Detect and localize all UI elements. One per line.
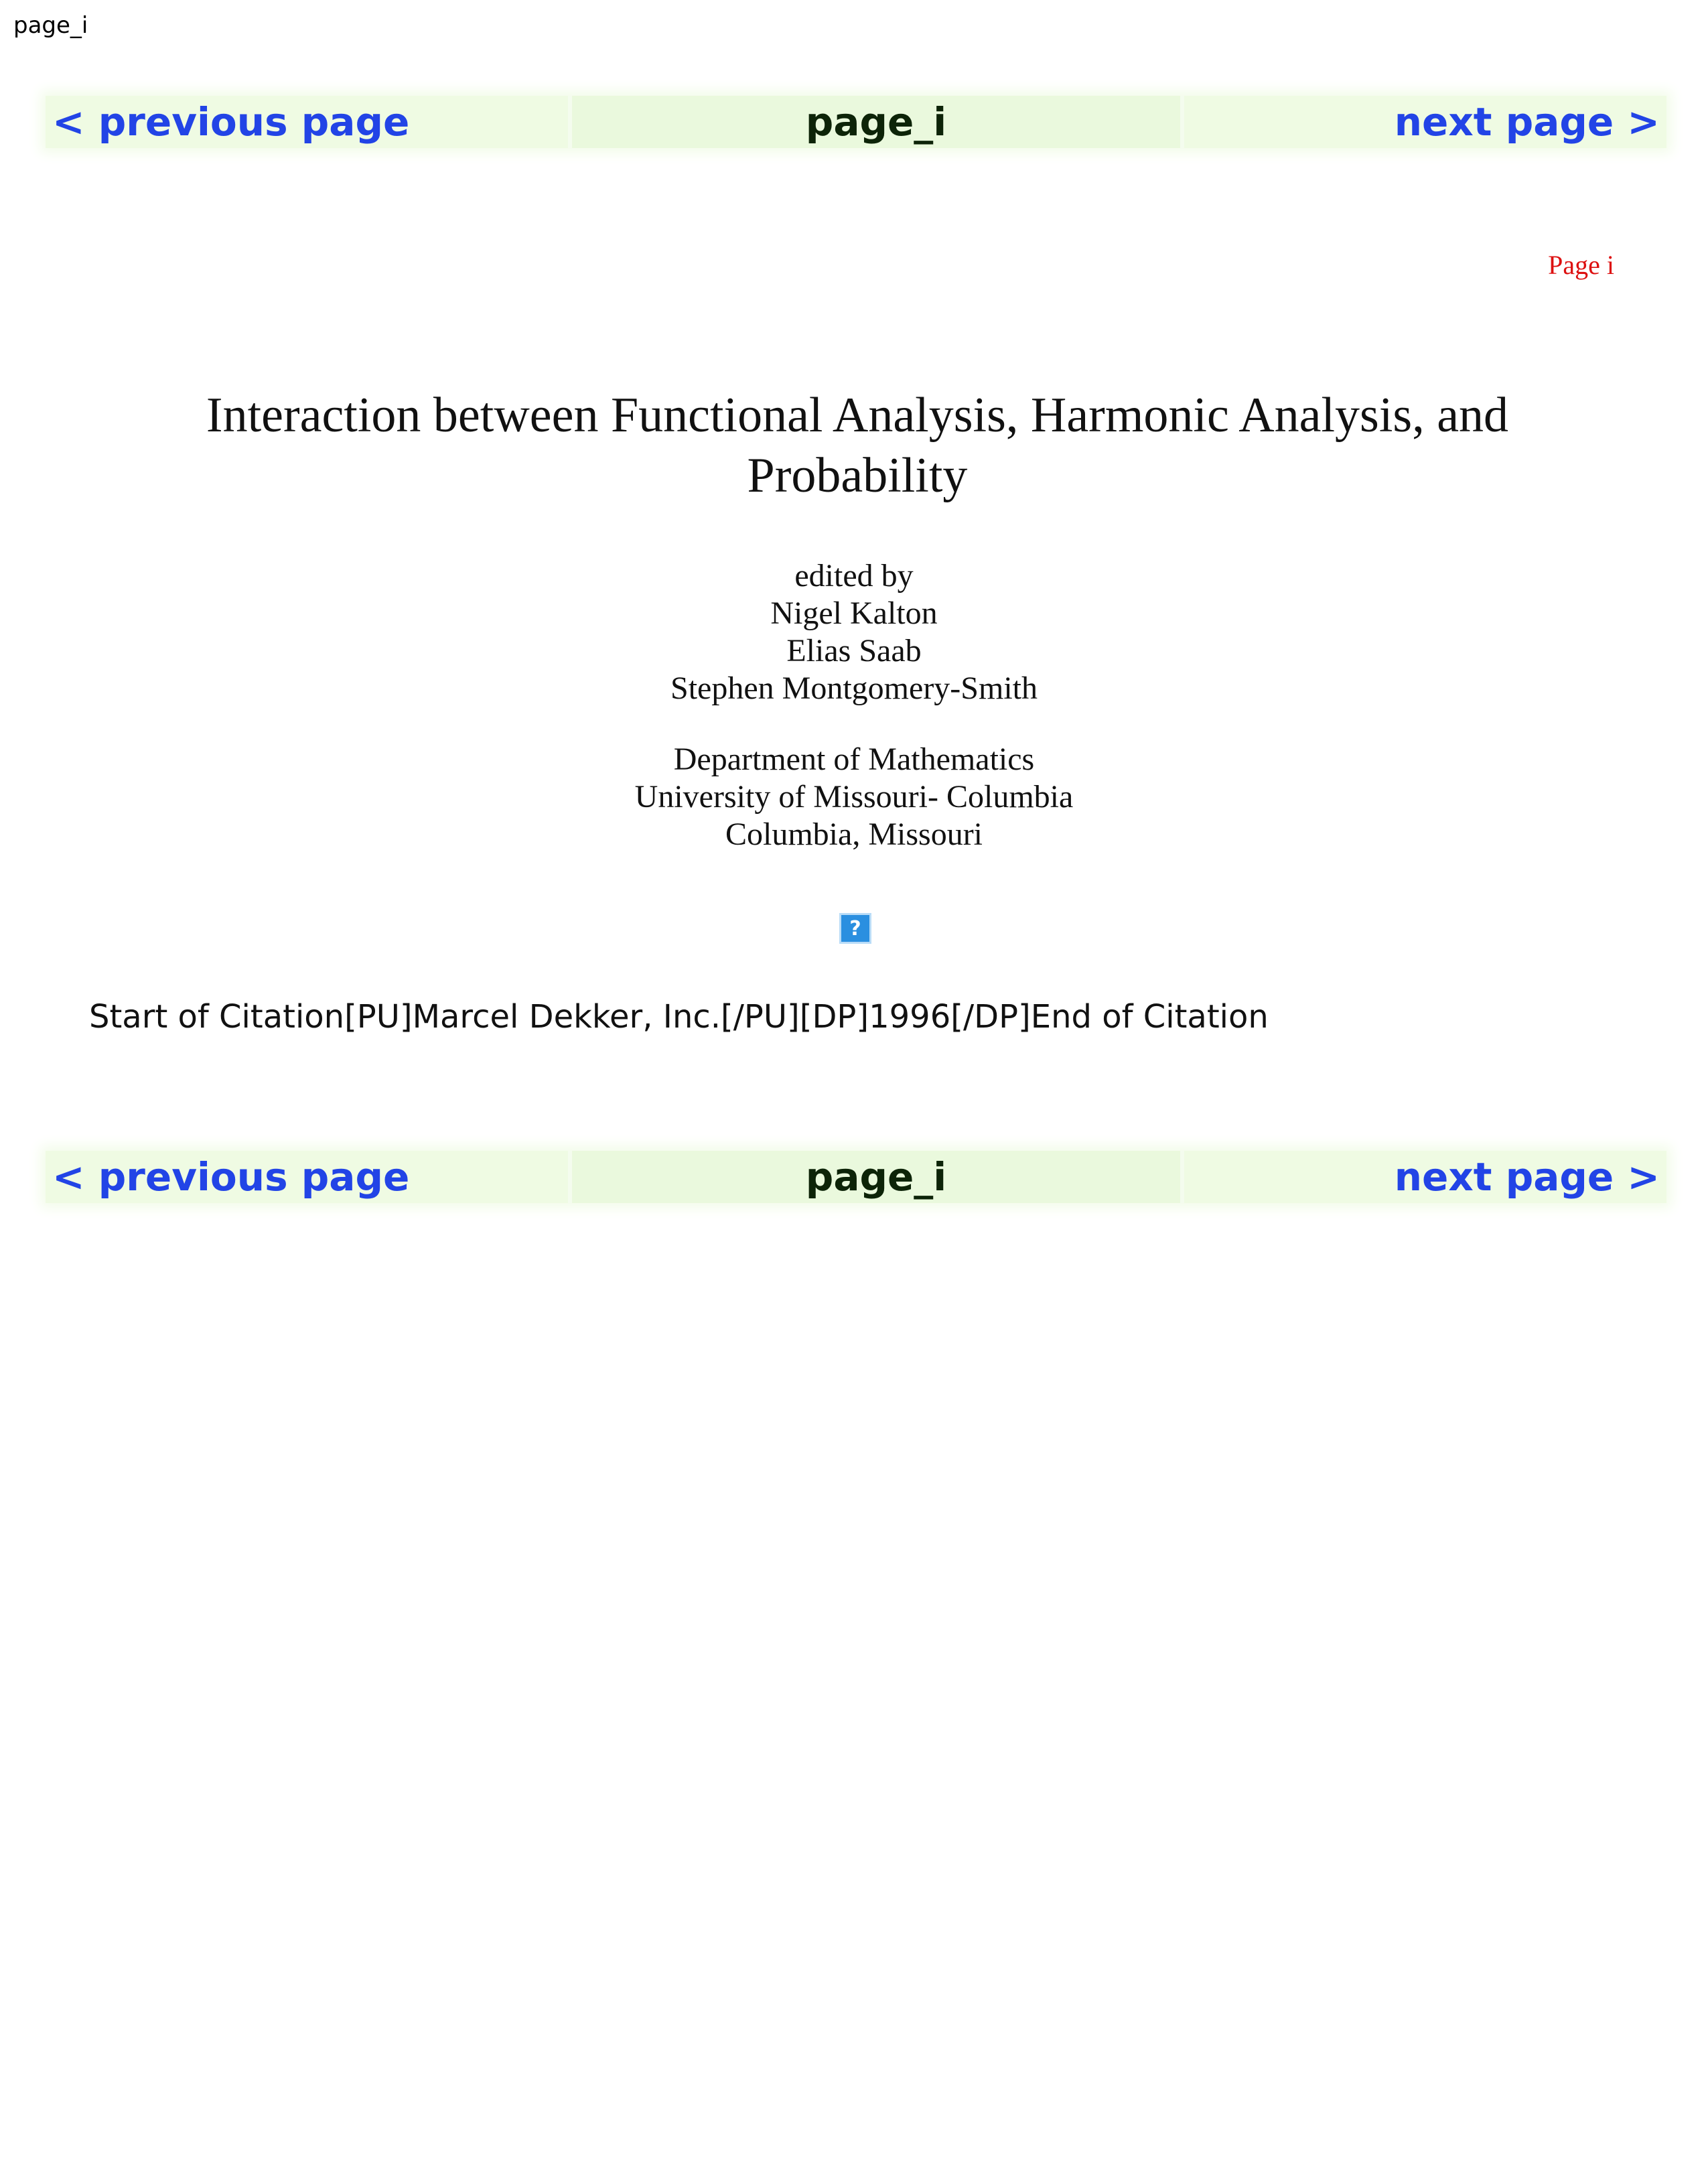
broken-image-icon: ? [839, 913, 871, 944]
print-header: page_i [13, 12, 88, 39]
editors-block [184, 557, 1524, 707]
department: Department of Mathematics [673, 742, 1035, 777]
top-navigation-bar [46, 96, 1666, 148]
bottom-navigation-bar [46, 1151, 1666, 1203]
previous-page-link[interactable]: < previous page [52, 1154, 410, 1200]
editor-name: Nigel Kalton [770, 595, 938, 631]
university: University of Missouri- Columbia [634, 779, 1074, 815]
citation-text: Start of Citation[PU]Marcel Dekker, Inc.[/PU][DP]1996[/DP]End of Citation [89, 998, 1269, 1036]
book-title-line-1: Interaction between Functional Analysis, Harmonic Analysis, and [206, 388, 1509, 443]
affiliation-block [184, 741, 1524, 853]
nav-page-title: page_i [568, 1151, 1184, 1203]
editor-name: Stephen Montgomery-Smith [670, 671, 1038, 706]
editor-name: Elias Saab [786, 633, 922, 669]
previous-page-link[interactable]: < previous page [52, 99, 410, 145]
nav-page-title: page_i [568, 96, 1184, 148]
book-title [134, 385, 1581, 506]
location: Columbia, Missouri [725, 817, 983, 852]
next-page-link[interactable]: next page > [1394, 1154, 1660, 1200]
next-page-link[interactable]: next page > [1394, 99, 1660, 145]
book-title-line-2: Probability [747, 448, 968, 503]
page-number-marker: Page i [1548, 250, 1614, 280]
edited-by-label: edited by [794, 558, 914, 593]
